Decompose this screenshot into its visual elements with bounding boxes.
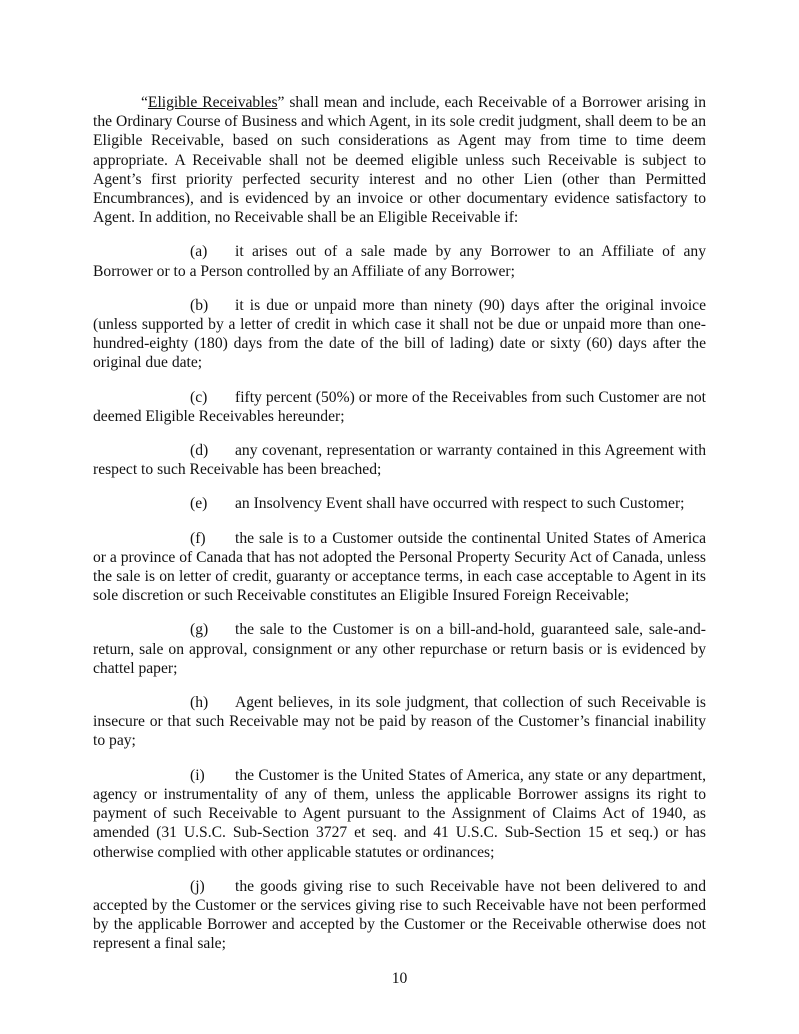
- list-item-b: [93, 296, 706, 373]
- list-item-h: [93, 693, 706, 751]
- list-item-g: [93, 620, 706, 678]
- item-label: (i): [190, 766, 205, 784]
- item-text: Agent believes, in its sole judgment, that collection of such Receivable is insecure or that such Receivable may not be paid by reason of the Customer’s financial inability to pay;: [93, 694, 706, 750]
- item-label: (a): [190, 243, 208, 261]
- item-text: the sale to the Customer is on a bill-and-hold, guaranteed sale, sale-and-return, sale on approval, consignment or any other repurchase or return basis or is evidenced by chattel paper;: [93, 621, 706, 677]
- item-label: (j): [190, 877, 205, 895]
- page-number: 10: [391, 970, 408, 987]
- document-page: [93, 93, 706, 969]
- list-item-e: [93, 494, 706, 513]
- item-text: the goods giving rise to such Receivable have not been delivered to and accepted by the Customer or the services giving rise to such Receivable have not been performed by the applicable Borrower and accepted by the Customer or the Receivable otherwise does not represent a final sale;: [93, 877, 706, 953]
- item-label: (f): [190, 529, 206, 547]
- item-label: (d): [190, 442, 209, 460]
- definition-paragraph: [93, 93, 706, 227]
- list-item-i: [93, 766, 706, 862]
- item-text: it is due or unpaid more than ninety (90) days after the original invoice (unless supported by a letter of credit in which case it shall not be due or unpaid more than one-hundred-eighty (180) days from the date of the bill of lading) date or sixty (60) days after the original due date;: [93, 296, 706, 372]
- list-item-c: [93, 388, 706, 426]
- open-quote: “: [141, 94, 148, 111]
- item-label: (h): [190, 694, 209, 712]
- list-item-a: [93, 242, 706, 280]
- item-text: the sale is to a Customer outside the continental United States of America or a province of Canada that has not adopted the Personal Property Security Act of Canada, unless the sale is on letter of credit, guaranty or acceptance terms, in each case acceptable to Agent in its sole discretion or such Receivable constitutes an Eligible Insured Foreign Receivable;: [93, 529, 706, 605]
- list-item-j: [93, 877, 706, 954]
- defined-term: Eligible Receivables: [147, 94, 278, 111]
- item-label: (b): [190, 296, 209, 314]
- list-item-f: [93, 529, 706, 606]
- item-text: an Insolvency Event shall have occurred with respect to such Customer;: [235, 495, 685, 513]
- list-item-d: [93, 441, 706, 479]
- item-text: it arises out of a sale made by any Borrower to an Affiliate of any Borrower or to a Person controlled by an Affiliate of any Borrower;: [93, 243, 706, 280]
- definition-text: ” shall mean and include, each Receivable of a Borrower arising in the Ordinary Course of Business and which Agent, in its sole credit judgment, shall deem to be an Eligible Receivable, based on such considerations as Agent may from time to time deem appropriate. A Receivable shall not be deemed eligible unless such Receivable is subject to Agent’s first priority perfected security interest and no other Lien (other than Permitted Encumbrances), and is evidenced by an invoice or other documentary evidence satisfactory to Agent. In addition, no Receivable shall be an Eligible Receivable if:: [93, 94, 706, 227]
- item-text: fifty percent (50%) or more of the Receivables from such Customer are not deemed Eligible Receivables hereunder;: [93, 388, 706, 425]
- item-label: (g): [190, 621, 209, 639]
- item-text: any covenant, representation or warranty contained in this Agreement with respect to such Receivable has been breached;: [93, 442, 706, 479]
- item-label: (c): [190, 388, 208, 406]
- item-label: (e): [190, 495, 208, 513]
- item-text: the Customer is the United States of America, any state or any department, agency or instrumentality of any of them, unless the applicable Borrower assigns its right to payment of such Receivable to Agent pursuant to the Assignment of Claims Act of 1940, as amended (31 U.S.C. Sub-Section 3727 et seq. and 41 U.S.C. Sub-Section 15 et seq.) or has otherwise complied with other applicable statutes or ordinances;: [93, 766, 706, 861]
